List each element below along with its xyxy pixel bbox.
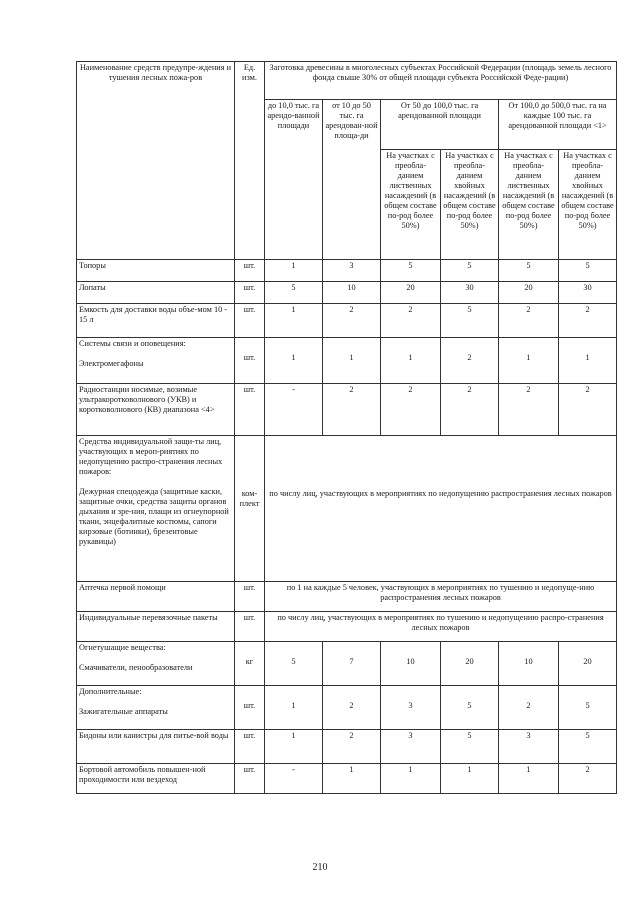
header-sub-conifer: На участках с преобла-данием хвойных насаждений (в общем составе по-род более 50%) — [559, 150, 617, 260]
row-name-cell — [77, 338, 235, 384]
header-main: Заготовка древесины в многолесных субъектах Российской Федерации (площадь земель лесного фонда свыше 30% от общей площади субъекта Российской Феде-рации) — [265, 62, 617, 100]
row-unit-cell — [235, 686, 265, 730]
table-row — [77, 582, 617, 612]
standards-table — [76, 61, 617, 794]
row-value: 1 — [291, 701, 296, 710]
row-value: 2 — [559, 764, 617, 794]
header-sub-deciduous: На участках с преобла-данием лиственных насаждений (в общем составе по-род более 50%) — [381, 150, 441, 260]
row-value-cell — [441, 642, 499, 686]
row-value: 2 — [323, 384, 381, 436]
row-name: Индивидуальные перевязочные пакеты — [77, 612, 235, 642]
row-value: 5 — [441, 304, 499, 338]
row-value: 1 — [526, 353, 531, 362]
row-value: 5 — [559, 730, 617, 764]
page-number: 210 — [312, 862, 328, 873]
row-value-cell — [559, 686, 617, 730]
row-value: 1 — [349, 353, 354, 362]
row-name: Бортовой автомобиль повышен-ной проходимости или вездеход — [77, 764, 235, 794]
row-value: 5 — [441, 260, 499, 282]
row-value: 7 — [349, 657, 354, 666]
row-value: 30 — [441, 282, 499, 304]
row-name: Радиостанции носимые, возимые ультракоротковолнового (УКВ) и коротковолнового (КВ) диапазона <4> — [77, 384, 235, 436]
row-value: 5 — [265, 282, 323, 304]
row-name: Топоры — [77, 260, 235, 282]
row-value: 3 — [323, 260, 381, 282]
header-range-1: до 10,0 тыс. га арендо-ванной площади — [265, 100, 323, 260]
row-value: 20 — [583, 657, 592, 666]
table-row — [77, 730, 617, 764]
header-sub-conifer: На участках с преобла-данием хвойных насаждений (в общем составе по-род более 50%) — [441, 150, 499, 260]
row-value: 2 — [323, 730, 381, 764]
row-value: - — [265, 384, 323, 436]
row-name-cell — [77, 642, 235, 686]
row-value-cell — [499, 642, 559, 686]
row-value: 10 — [524, 657, 533, 666]
row-value-cell — [381, 338, 441, 384]
row-value-cell — [441, 338, 499, 384]
row-value: 20 — [465, 657, 474, 666]
row-unit-cell — [235, 436, 265, 582]
row-name: Электромегафоны — [79, 359, 144, 368]
row-name: Дежурная спецодежда (защитные каски, защитные очки, средства защиты органов дыхания и зре-ния, плащи из огнеупорной ткани, энцефалитные костюмы, сапоги кирзовые (ботинки), брезентовые рукавицы) — [79, 487, 229, 546]
table-row — [77, 260, 617, 282]
row-value: 1 — [441, 764, 499, 794]
header-sub-deciduous: На участках с преобла-данием лиственных насаждений (в общем составе по-род более 50%) — [499, 150, 559, 260]
row-value: 1 — [265, 304, 323, 338]
row-value: 2 — [441, 384, 499, 436]
row-value: 1 — [585, 353, 590, 362]
table-row — [77, 304, 617, 338]
group-label: Средства индивидуальной защи-ты лиц, участвующих в мероп-риятиях по недопущению распро-странения лесных пожаров: — [79, 437, 223, 476]
table-row — [77, 642, 617, 686]
row-value: 5 — [499, 260, 559, 282]
table-row — [77, 436, 617, 582]
row-value-cell — [265, 642, 323, 686]
table-row — [77, 282, 617, 304]
row-name: Лопаты — [77, 282, 235, 304]
row-unit: шт. — [243, 701, 256, 710]
row-value: 5 — [381, 260, 441, 282]
row-unit: шт. — [235, 764, 265, 794]
row-value: 1 — [265, 260, 323, 282]
row-value: 5 — [585, 701, 590, 710]
row-value: 5 — [467, 701, 472, 710]
row-unit-cell — [235, 642, 265, 686]
row-unit: кг — [245, 657, 254, 666]
merged-value: по числу лиц, участвующих в мероприятиях по тушению и недопущению распро-странения лесных пожаров — [265, 612, 617, 642]
header-range-2: от 10 до 50 тыс. га арендован-ной площа-ди — [323, 100, 381, 260]
row-value: 2 — [559, 304, 617, 338]
row-value-cell — [441, 686, 499, 730]
row-value: 2 — [526, 701, 531, 710]
header-range-3: От 50 до 100,0 тыс. га арендованной площади — [381, 100, 499, 150]
row-unit: шт. — [235, 582, 265, 612]
row-value: 2 — [499, 304, 559, 338]
row-value-cell — [499, 338, 559, 384]
row-value-cell — [323, 686, 381, 730]
row-value: 2 — [323, 304, 381, 338]
row-value: 2 — [381, 384, 441, 436]
row-unit: шт. — [243, 353, 256, 362]
row-name-cell — [77, 686, 235, 730]
row-value: 3 — [408, 701, 413, 710]
row-value: 5 — [441, 730, 499, 764]
row-value: 1 — [499, 764, 559, 794]
row-value: 5 — [291, 657, 296, 666]
merged-value: по числу лиц, участвующих в мероприятиях по недопущению распространения лесных пожаров — [269, 489, 612, 498]
table-row — [77, 338, 617, 384]
row-name: Зажигательные аппараты — [79, 707, 168, 716]
row-value: 10 — [406, 657, 415, 666]
row-unit: шт. — [235, 384, 265, 436]
row-value-cell — [559, 338, 617, 384]
merged-cell — [265, 436, 617, 582]
table-row — [77, 686, 617, 730]
merged-value: по 1 на каждые 5 человек, участвующих в мероприятиях по тушению и недопуще-нию распространения лесных пожаров — [265, 582, 617, 612]
row-value-cell — [265, 338, 323, 384]
row-name: Бидоны или канистры для питье-вой воды — [77, 730, 235, 764]
row-unit: шт. — [235, 730, 265, 764]
table-row — [77, 764, 617, 794]
group-label: Дополнительные: — [79, 687, 142, 696]
row-value: 30 — [559, 282, 617, 304]
row-value: 2 — [499, 384, 559, 436]
row-value: 2 — [349, 701, 354, 710]
row-name: Емкость для доставки воды объе-мом 10 - 15 л — [77, 304, 235, 338]
row-value: 1 — [265, 730, 323, 764]
row-value-cell — [323, 642, 381, 686]
row-unit: шт. — [235, 260, 265, 282]
group-label: Системы связи и оповещения: — [79, 339, 186, 348]
row-name-cell — [77, 436, 235, 582]
row-unit: шт. — [235, 304, 265, 338]
table-row — [77, 384, 617, 436]
group-label: Огнетушащие вещества: — [79, 643, 166, 652]
table-row — [77, 612, 617, 642]
row-value-cell — [323, 338, 381, 384]
header-name: Наименование средств предупре-ждения и тушения лесных пожа-ров — [77, 62, 235, 260]
row-value-cell — [381, 686, 441, 730]
row-unit: шт. — [235, 282, 265, 304]
row-value-cell — [559, 642, 617, 686]
row-unit-cell — [235, 338, 265, 384]
row-unit: ком-плект — [239, 489, 260, 508]
row-value: 2 — [467, 353, 472, 362]
row-name: Аптечка первой помощи — [77, 582, 235, 612]
row-unit: шт. — [235, 612, 265, 642]
row-value: 1 — [323, 764, 381, 794]
row-value: 5 — [559, 260, 617, 282]
row-value: - — [265, 764, 323, 794]
row-value: 1 — [291, 353, 296, 362]
row-value-cell — [265, 686, 323, 730]
row-value: 3 — [381, 730, 441, 764]
row-value: 2 — [559, 384, 617, 436]
row-name: Смачиватели, пенообразователи — [79, 663, 193, 672]
header-range-4: От 100,0 до 500,0 тыс. га на каждые 100 тыс. га арендованной площади <1> — [499, 100, 617, 150]
row-value: 2 — [381, 304, 441, 338]
row-value: 3 — [499, 730, 559, 764]
row-value-cell — [499, 686, 559, 730]
row-value: 10 — [323, 282, 381, 304]
row-value: 1 — [381, 764, 441, 794]
row-value: 20 — [499, 282, 559, 304]
header-unit: Ед. изм. — [235, 62, 265, 260]
row-value: 20 — [381, 282, 441, 304]
row-value-cell — [381, 642, 441, 686]
row-value: 1 — [408, 353, 413, 362]
